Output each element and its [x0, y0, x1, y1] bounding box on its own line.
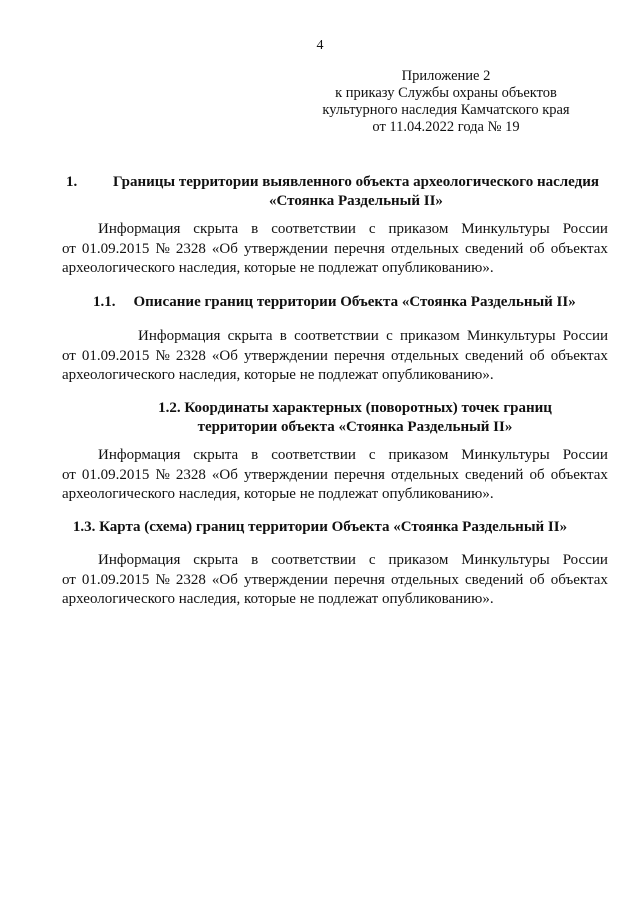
para-word: объектах: [550, 571, 608, 588]
appendix-order-date: от 11.04.2022 года № 19: [372, 119, 520, 135]
para-word: соответствии: [271, 552, 356, 568]
para-word: приказом: [399, 328, 460, 344]
para-word: №: [155, 347, 170, 364]
para-word: утверждении: [243, 571, 328, 588]
para-word: №: [155, 466, 170, 483]
section-1-title-line2: «Стоянка Раздельный II»: [269, 193, 443, 209]
para-word: «Об: [211, 240, 238, 257]
para-word: России: [562, 221, 608, 237]
section-1-1-heading: [93, 293, 576, 312]
para-word: в: [251, 221, 259, 237]
para-word: соответствии: [294, 328, 379, 344]
para-line: [62, 466, 608, 486]
section-1-2-paragraph: [62, 446, 608, 505]
para-word: России: [562, 447, 608, 463]
para-word: «Об: [211, 571, 238, 588]
para-word: №: [155, 571, 170, 588]
para-word: сведений: [464, 240, 524, 257]
section-1-paragraph: [62, 220, 608, 279]
para-word: утверждении: [243, 347, 328, 364]
para-line: [62, 220, 608, 240]
para-word: 2328: [175, 466, 206, 483]
section-1-2-title-line2: территории объекта «Стоянка Раздельный II»: [197, 419, 513, 435]
para-word: объектах: [550, 466, 608, 483]
para-word: России: [562, 328, 608, 344]
para-word: России: [562, 552, 608, 568]
section-1-3-paragraph: [62, 551, 608, 610]
para-line: [62, 347, 608, 367]
para-line: [62, 571, 608, 591]
para-word: Информация: [98, 221, 181, 237]
para-word: №: [155, 240, 170, 257]
para-word: 2328: [175, 571, 206, 588]
page-number: 4: [316, 38, 324, 53]
para-word: сведений: [464, 466, 524, 483]
section-1-3-heading: 1.3. Карта (схема) границ территории Объекта «Стоянка Раздельный II»: [72, 519, 568, 535]
para-word: отдельных: [390, 571, 459, 588]
para-word: утверждении: [243, 466, 328, 483]
para-word: скрыта: [193, 552, 239, 568]
para-word: 01.09.2015: [81, 466, 150, 483]
para-word: в: [251, 552, 259, 568]
para-word: от: [62, 240, 76, 257]
para-word: об: [529, 347, 545, 364]
para-word: Минкультуры: [467, 328, 556, 344]
para-word: 01.09.2015: [81, 347, 150, 364]
para-word: Информация: [98, 447, 181, 463]
para-word: перечня: [333, 347, 385, 364]
section-1-2-title-line1: 1.2. Координаты характерных (поворотных) точек границ: [158, 400, 552, 416]
section-1-1-paragraph: [62, 327, 608, 386]
para-word: Информация: [98, 552, 181, 568]
para-line: [62, 327, 608, 347]
section-1-number: 1.: [66, 174, 78, 190]
para-word: сведений: [464, 571, 524, 588]
appendix-order-ref: к приказу Службы охраны объектов: [335, 85, 557, 101]
para-word: перечня: [333, 240, 385, 257]
para-word: Минкультуры: [461, 221, 550, 237]
para-word: соответствии: [271, 221, 356, 237]
para-word: перечня: [333, 466, 385, 483]
para-word: объектах: [550, 240, 608, 257]
para-word: объектах: [550, 347, 608, 364]
para-word: приказом: [388, 447, 449, 463]
para-word: соответствии: [271, 447, 356, 463]
para-word: в: [279, 328, 287, 344]
para-word: отдельных: [390, 466, 459, 483]
para-line: [62, 240, 608, 260]
para-word: приказом: [388, 552, 449, 568]
para-line: археологического наследия, которые не подлежат опубликованию».: [62, 486, 494, 502]
section-1-heading: [62, 173, 608, 211]
para-word: с: [386, 328, 393, 344]
appendix-block: [286, 68, 606, 136]
para-word: Минкультуры: [461, 447, 550, 463]
para-word: скрыта: [193, 221, 239, 237]
para-word: скрыта: [193, 447, 239, 463]
para-line: [62, 551, 608, 571]
para-word: утверждении: [243, 240, 328, 257]
para-line: [62, 446, 608, 466]
para-word: отдельных: [390, 347, 459, 364]
para-word: «Об: [211, 347, 238, 364]
para-word: от: [62, 571, 76, 588]
para-line: археологического наследия, которые не подлежат опубликованию».: [62, 591, 494, 607]
appendix-order-ref-cont: культурного наследия Камчатского края: [322, 102, 570, 118]
para-word: с: [368, 221, 376, 237]
para-word: сведений: [464, 347, 524, 364]
para-word: 01.09.2015: [81, 571, 150, 588]
para-word: с: [368, 447, 376, 463]
para-line: археологического наследия, которые не подлежат опубликованию».: [62, 367, 494, 383]
para-word: Информация: [138, 328, 221, 344]
section-1-title-line1: Границы территории выявленного объекта археологического наследия: [113, 174, 599, 190]
para-word: от: [62, 466, 76, 483]
para-word: отдельных: [390, 240, 459, 257]
section-1-1-title: Описание границ территории Объекта «Стоянка Раздельный II»: [133, 294, 576, 310]
para-word: об: [529, 240, 545, 257]
para-word: от: [62, 347, 76, 364]
para-word: 2328: [175, 347, 206, 364]
para-word: «Об: [211, 466, 238, 483]
para-word: 01.09.2015: [81, 240, 150, 257]
para-word: об: [529, 466, 545, 483]
para-word: скрыта: [227, 328, 273, 344]
section-1-2-heading: [150, 399, 560, 437]
section-1-1-number: 1.1.: [93, 294, 116, 310]
para-word: 2328: [175, 240, 206, 257]
para-word: приказом: [388, 221, 449, 237]
para-word: в: [251, 447, 259, 463]
para-word: Минкультуры: [461, 552, 550, 568]
para-word: перечня: [333, 571, 385, 588]
para-word: с: [368, 552, 376, 568]
para-word: об: [529, 571, 545, 588]
para-line: археологического наследия, которые не подлежат опубликованию».: [62, 260, 494, 276]
appendix-title: Приложение 2: [401, 68, 491, 84]
